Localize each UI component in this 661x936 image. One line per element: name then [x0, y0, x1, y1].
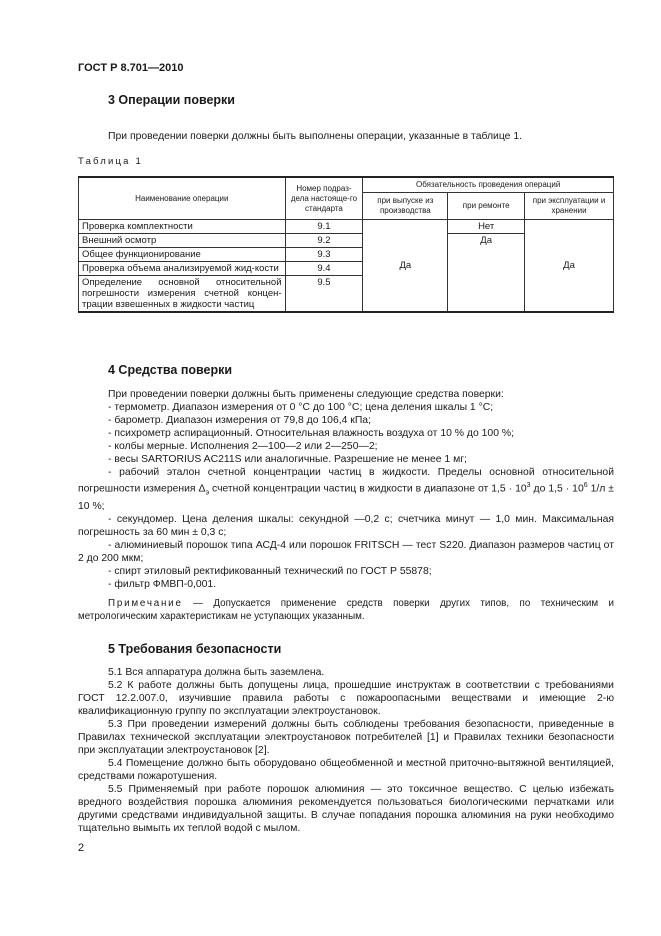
operation-value: Да	[525, 220, 614, 313]
table-row	[79, 220, 614, 234]
list-item: - спирт этиловый ректификованный технический по ГОСТ Р 55878;	[108, 565, 432, 577]
note	[78, 597, 614, 623]
etalon-exponent-2: 6	[583, 482, 588, 489]
paragraph: 5.3 При проведении измерений должны быть соблюдены требования безопасности, приведенные в Правилах технической эксплуатации электроустановок потребителей [1] и Правилах техники безопасности при эксплуатации электроустановок [2].	[78, 719, 614, 756]
paragraph: 5.1 Вся аппаратура должна быть заземлена.	[108, 667, 325, 678]
subsection-number: 9.3	[285, 248, 363, 262]
etalon-text-a: - рабочий эталон счетной концентрации частиц в жидкости. Пределы основной относительной погрешности измерения Δ	[78, 467, 614, 495]
repair-value: Нет	[448, 220, 525, 234]
subsection-number: 9.4	[285, 262, 363, 276]
repair-value: Да	[448, 234, 525, 313]
subsection-number: 9.1	[285, 220, 363, 234]
subsection-number: 9.5	[285, 276, 363, 313]
operation-name: Определение основной относительной погрешности измерения счетной концен-трации взвешенных в жидкости частиц	[79, 276, 286, 313]
etalon-exponent-1: 3	[526, 482, 531, 489]
header-subsection-number: Номер подраз-дела настояще-го стандарта	[285, 177, 363, 220]
table-header-row	[79, 177, 614, 193]
section-5-body	[78, 666, 614, 835]
list-item: - барометр. Диапазон измерения от 79,8 до 106,4 кПа;	[108, 415, 371, 426]
etalon-text-c: до 1,5 · 10	[530, 483, 584, 495]
header-repair: при ремонте	[448, 193, 525, 220]
section-3-title: 3 Операции поверки	[108, 93, 235, 107]
section-4-intro: При проведении поверки должны быть применены следующие средства поверки:	[108, 389, 504, 400]
subsection-number: 9.2	[285, 234, 363, 248]
list-item: - фильтр ФМВП-0,001.	[108, 578, 217, 590]
list-item: - весы SARTORIUS AC211S или аналогичные. Разрешение не менее 1 мг;	[108, 454, 467, 465]
section-4-body	[78, 388, 614, 623]
paragraph: 5.5 Применяемый при работе порошок алюминия — это токсичное вещество. С целью избежать вредного воздействия порошка алюминия рекомендуется пользоваться биологическими перчатками или другими средствами индивидуальной защиты. В случае попадания порошка алюминия на руки необходимо тщательно вымыть их теплой водой с мылом.	[78, 784, 614, 834]
table-caption: Таблица 1	[78, 156, 143, 167]
list-item-etalon	[78, 466, 614, 513]
paragraph: 5.4 Помещение должно быть оборудовано общеобменной и местной приточно-вытяжной вентиляцией, средствами пожаротушения.	[78, 758, 614, 782]
etalon-subscript: э	[205, 489, 210, 497]
operation-name: Общее функционирование	[79, 248, 286, 262]
operations-table	[78, 176, 614, 313]
section-3-intro: При проведении поверки должны быть выполнены операции, указанные в таблице 1.	[108, 131, 522, 142]
paragraph: 5.2 К работе должны быть допущены лица, прошедшие инструктаж в соответствии с требованиями ГОСТ 12.2.007.0, изучившие правила работы с пожароопасными веществами и имеющие 2-ю квалификационную группу по эксплуатации электроустановок.	[78, 680, 614, 717]
note-label: Примечание	[108, 597, 183, 609]
document-code: ГОСТ Р 8.701—2010	[78, 62, 184, 74]
list-item: - колбы мерные. Исполнения 2—100—2 или 2—250—2;	[108, 441, 378, 452]
manufacture-value: Да	[363, 220, 448, 313]
page-number: 2	[78, 842, 85, 854]
list-item: - алюминиевый порошок типа АСД-4 или порошок FRITSCH — тест S220. Диапазон размеров частиц от 2 до 200 мкм;	[78, 539, 614, 564]
list-item: - термометр. Диапазон измерения от 0 °С до 100 °С; цена деления шкалы 1 °С;	[108, 402, 494, 413]
note-text: — Допускается применение средств поверки других типов, по техническим и метрологическим характеристикам не уступающих указанным.	[78, 597, 614, 622]
header-obligation-group: Обязательность проведения операций	[363, 177, 614, 193]
section-5-title: 5 Требования безопасности	[108, 642, 282, 656]
header-operation-name: Наименование операции	[79, 177, 286, 220]
operation-name: Проверка объема анализируемой жид-кости	[79, 262, 286, 276]
etalon-text-b: счетной концентрации частиц в жидкости в диапазоне от 1,5 · 10	[209, 483, 527, 495]
section-4-title: 4 Средства поверки	[108, 363, 233, 377]
operation-name: Проверка комплектности	[79, 220, 286, 234]
header-manufacture: при выпуске из производства	[363, 193, 448, 220]
etalon-text-d: 1/л ± 10 %;	[78, 483, 614, 512]
header-operation: при эксплуатации и хранении	[525, 193, 614, 220]
operation-name: Внешний осмотр	[79, 234, 286, 248]
list-item: - психрометр аспирационный. Относительная влажность воздуха от 10 % до 100 %;	[108, 428, 514, 439]
list-item: - секундомер. Цена деления шкалы: секундной —0,2 с; счетчика минут — 1,0 мин. Максимальная погрешность за 60 мин ± 0,3 с;	[78, 513, 614, 538]
